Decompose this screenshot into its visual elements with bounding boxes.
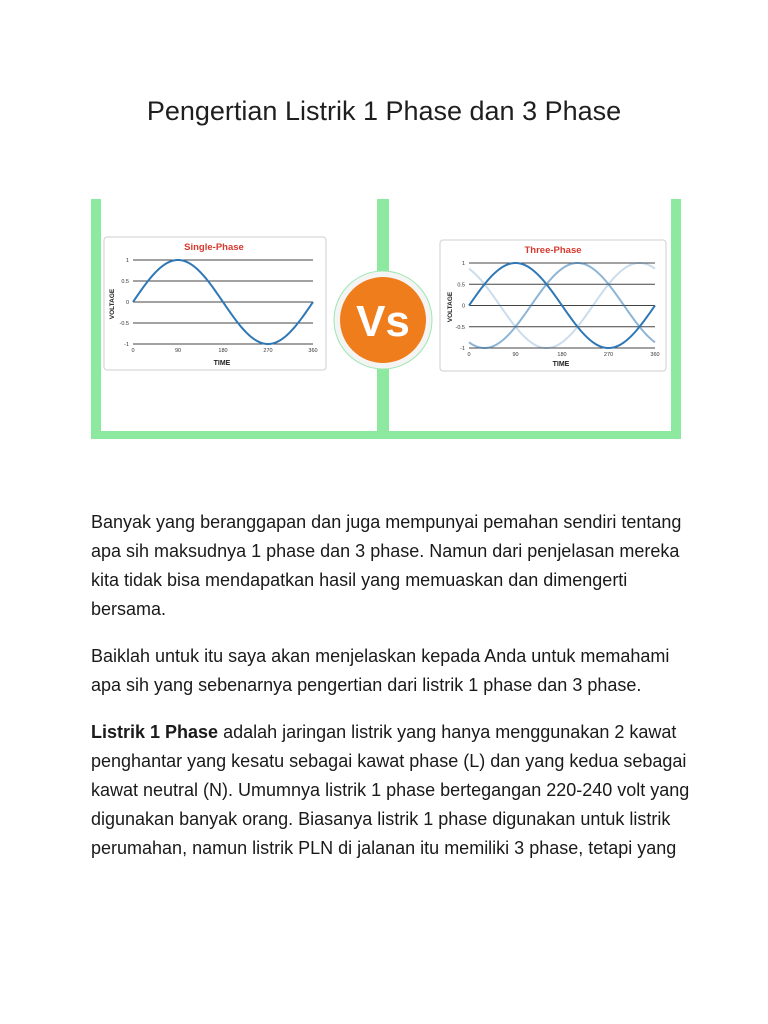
frame-left-bar (91, 199, 101, 439)
vs-label: Vs (356, 297, 410, 346)
three-phase-ytick-label: 0.5 (457, 282, 465, 289)
three-phase-xtick-label: 180 (557, 352, 567, 358)
single-phase-panel (104, 237, 326, 370)
single-phase-ytick-label: -0.5 (119, 321, 129, 327)
three-phase-xtick-label: 360 (650, 352, 660, 358)
single-phase-xtick-label: 0 (131, 348, 135, 354)
vs-badge (334, 271, 432, 369)
three-phase-panel (440, 240, 666, 371)
frame-right-bar (671, 199, 681, 439)
three-phase-xtick-label: 270 (603, 352, 614, 358)
single-phase-ytick-label: 1 (125, 258, 129, 264)
three-phase-ytick-label: 1 (461, 261, 465, 267)
three-phase-ytick-label: -1 (460, 346, 465, 352)
three-phase-ytick-label: -0.5 (455, 324, 465, 331)
three-phase-ylabel: VOLTAGE (447, 291, 454, 323)
paragraph-single-phase-text: adalah jaringan listrik yang hanya menggunakan 2 kawat penghantar yang kesatu sebagai kawat phase (L) dan yang kedua sebagai kawat neutral (N). Umumnya listrik 1 phase bertegangan 220-240 volt yang digunakan banyak orang. Biasanya listrik 1 phase digunakan untuk listrik perumahan, namun listrik PLN di jalanan itu memiliki 3 phase, tetapi yang (91, 722, 690, 858)
single-phase-xtick-label: 360 (308, 348, 318, 354)
three-phase-xtick-label: 90 (512, 352, 519, 358)
single-phase-xtick-label: 90 (174, 348, 182, 354)
single-phase-xtick-label: 180 (218, 348, 228, 354)
single-phase-title: Single-Phase (184, 242, 244, 253)
paragraph-explain: Baiklah untuk itu saya akan menjelaskan kepada Anda untuk memahami apa sih yang sebenarnya pengertian dari listrik 1 phase dan 3 phase. (91, 646, 670, 695)
paragraph-intro: Banyak yang beranggapan dan juga mempunyai pemahan sendiri tentang apa sih maksudnya 1 phase dan 3 phase. Namun dari penjelasan mereka kita tidak bisa mendapatkan hasil yang memuaskan dan dimengerti bersama. (91, 512, 682, 619)
term-listrik-1-phase: Listrik 1 Phase (91, 722, 219, 742)
single-phase-ytick-label: 0 (125, 300, 129, 306)
paragraph-single-phase (91, 718, 691, 863)
three-phase-xlabel: TIME (552, 361, 570, 368)
three-phase-ytick-label: 0 (461, 303, 465, 310)
phase-comparison-figure (91, 199, 681, 439)
article-body (91, 508, 691, 881)
single-phase-xtick-label: 270 (263, 348, 273, 354)
single-phase-ylabel: VOLTAGE (109, 288, 116, 320)
three-phase-xtick-label: 0 (467, 352, 471, 358)
page-title: Pengertian Listrik 1 Phase dan 3 Phase (146, 96, 622, 126)
single-phase-ytick-label: 0.5 (121, 279, 129, 285)
single-phase-card (104, 237, 326, 370)
frame-bottom-bar (91, 431, 681, 439)
single-phase-ytick-label: -1 (124, 342, 129, 348)
single-phase-xlabel: TIME (213, 360, 231, 367)
three-phase-title: Three-Phase (524, 245, 582, 256)
